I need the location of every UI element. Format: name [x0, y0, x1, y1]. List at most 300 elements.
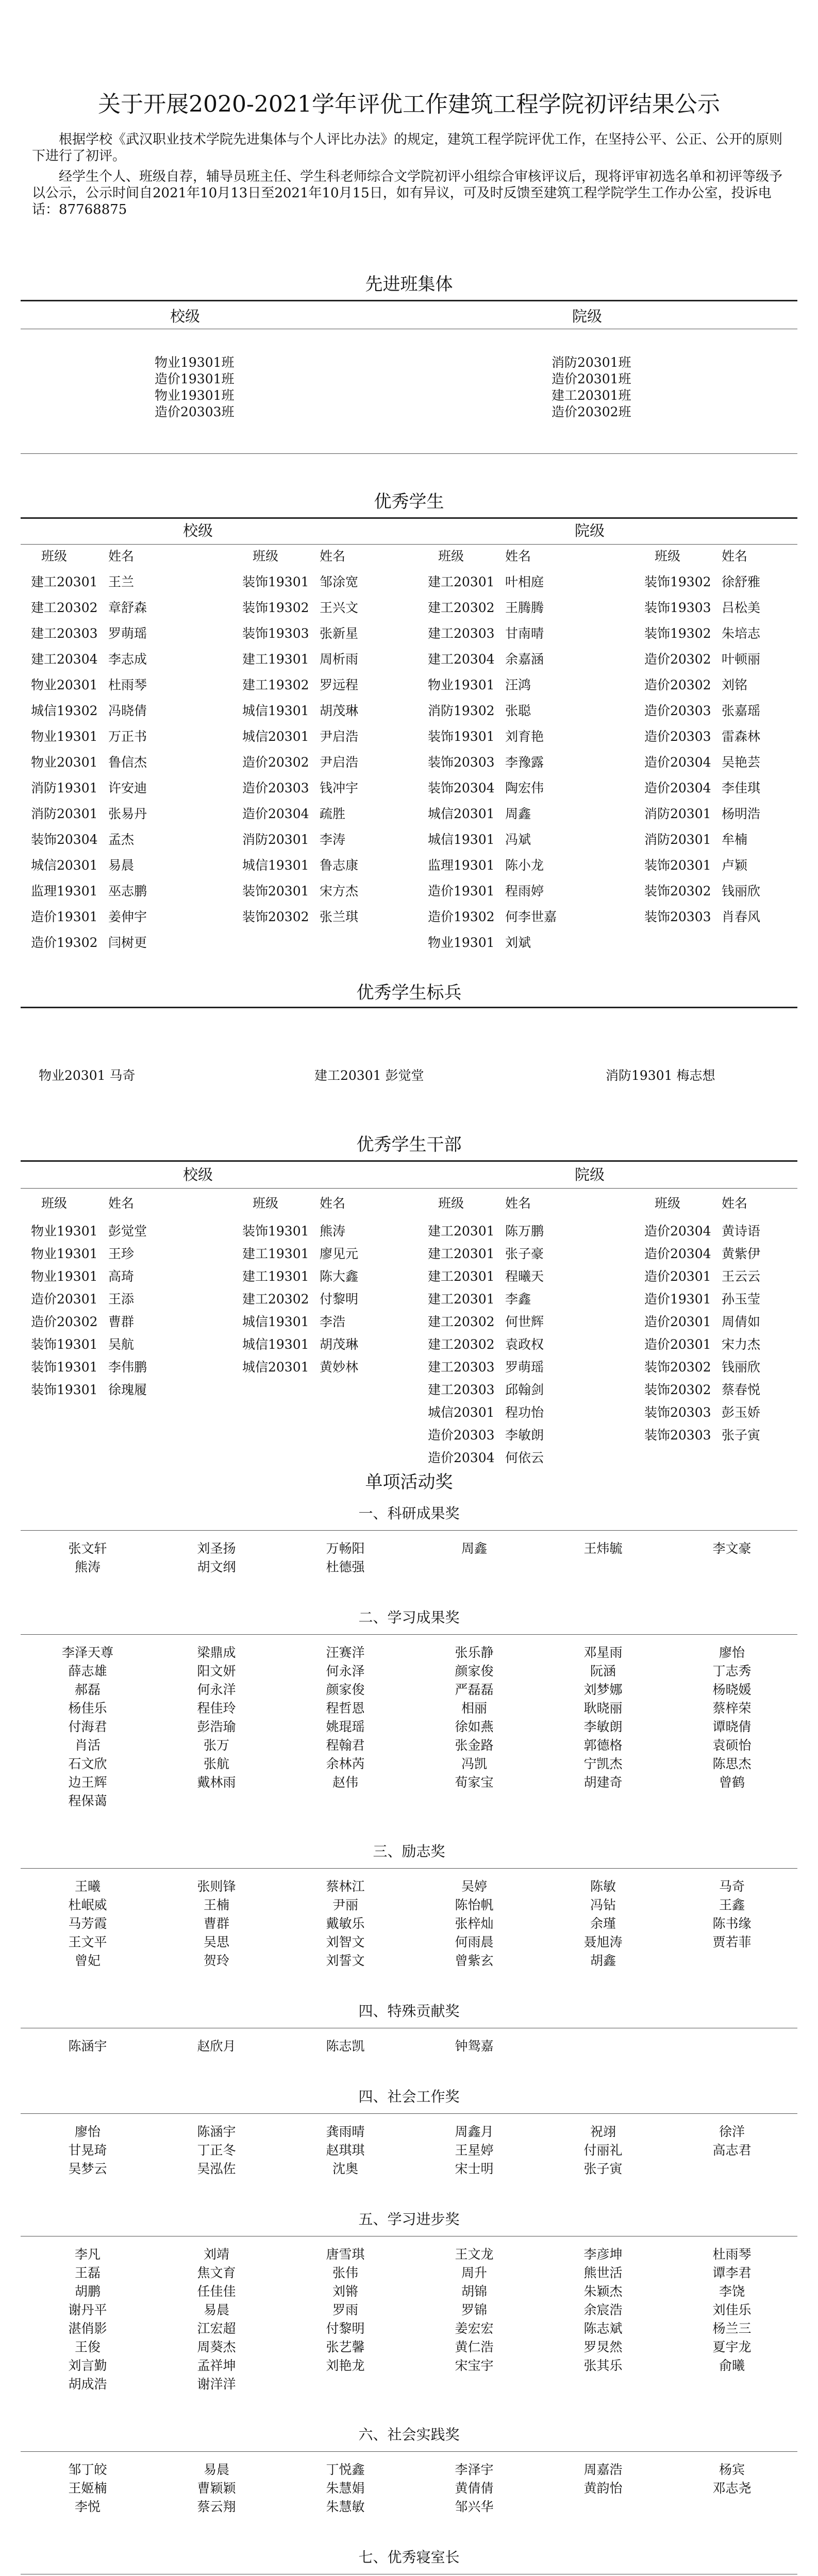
class-cell: 装饰20304	[31, 832, 98, 847]
award-section-title: 三、励志奖	[373, 1843, 445, 1860]
list-item: 消防20301班	[552, 355, 631, 370]
college-level-label: 院级	[575, 522, 605, 539]
intro-paragraph-1: 根据学校《武汉职业技术学院先进集体与个人评比办法》的规定，建筑工程学院评优工作，在坚持公平、公正、公开的原则下进行了初评。	[32, 132, 783, 164]
award-name	[667, 2161, 796, 2177]
name-cell: 王添	[108, 1292, 135, 1307]
class-cell: 建工20301	[428, 1292, 495, 1307]
name-cell: 程功怡	[505, 1405, 544, 1420]
class-cell: 建工20301	[428, 1224, 495, 1239]
award-name: 张梓灿	[455, 1916, 494, 1931]
divider	[21, 1007, 797, 1008]
award-name: 俞曦	[719, 2358, 745, 2373]
award-name: 赵欣月	[197, 2039, 236, 2054]
award-name: 朱颖杰	[583, 2284, 623, 2299]
class-cell: 建工20303	[428, 1382, 495, 1397]
award-name: 杨晓媛	[712, 1682, 752, 1697]
award-section-title: 四、社会工作奖	[358, 2088, 460, 2105]
award-name: 谢洋洋	[197, 2377, 236, 2392]
award-name: 付丽礼	[583, 2143, 623, 2158]
single-awards-heading: 单项活动奖	[365, 1472, 453, 1493]
class-cell: 建工20301	[428, 1246, 495, 1261]
name-cell: 余嘉涵	[505, 652, 544, 667]
class-cell: 造价20301	[644, 1314, 711, 1329]
divider	[21, 544, 797, 545]
class-cell: 建工20302	[428, 1337, 495, 1352]
award-name: 姜宏宏	[455, 2321, 494, 2336]
name-cell: 杜雨琴	[108, 677, 147, 692]
award-name: 李泽天尊	[61, 1645, 113, 1660]
name-cell: 雷森林	[722, 729, 761, 744]
name-cell: 程雨婷	[505, 884, 544, 899]
class-cell: 装饰19303	[644, 600, 711, 615]
class-cell: 建工20303	[428, 626, 495, 641]
name-cell: 姜伸宇	[108, 909, 147, 924]
cadres-heading: 优秀学生干部	[356, 1134, 462, 1155]
list-item: 造价20303班	[155, 404, 235, 419]
award-name: 颜家俊	[455, 1664, 494, 1679]
class-cell: 建工20303	[31, 626, 98, 641]
divider	[21, 1160, 797, 1162]
award-name: 张伟	[332, 2265, 358, 2280]
award-name: 黄韵怡	[583, 2481, 623, 2496]
class-cell: 造价19302	[31, 935, 98, 950]
divider	[21, 1868, 797, 1869]
award-name: 易晨	[203, 2302, 229, 2317]
award-name: 黄倩倩	[455, 2481, 494, 2496]
award-name: 王鑫	[719, 1897, 745, 1912]
class-cell: 造价20302	[644, 652, 711, 667]
class-cell: 装饰20301	[644, 858, 711, 873]
name-cell: 刘斌	[505, 935, 531, 950]
award-name: 陈涵宇	[197, 2124, 236, 2139]
award-name: 易晨	[203, 2462, 229, 2477]
name-cell: 李涛	[320, 832, 346, 847]
name-cell: 陈大鑫	[320, 1269, 359, 1284]
divider	[21, 1188, 797, 1189]
name-cell: 黄诗语	[722, 1224, 761, 1239]
award-name: 付海君	[68, 1719, 107, 1734]
award-name	[539, 2376, 667, 2393]
award-name: 丁悦鑫	[326, 2462, 365, 2477]
name-cell: 李豫露	[505, 755, 544, 770]
name-cell: 巫志鹏	[108, 884, 147, 899]
award-name: 宋士明	[455, 2161, 494, 2176]
class-cell: 消防19302	[428, 703, 495, 718]
award-name: 张艺馨	[326, 2340, 365, 2354]
award-name: 程翰君	[326, 1738, 365, 1753]
award-name: 彭浩瑜	[197, 1719, 236, 1734]
award-name: 黄仁浩	[455, 2340, 494, 2354]
name-cell: 钱冲宇	[320, 781, 359, 795]
name-cell: 罗远程	[320, 677, 359, 692]
award-name: 廖怡	[74, 2124, 101, 2139]
name-cell: 刘育艳	[505, 729, 544, 744]
divider	[21, 2113, 797, 2114]
award-name: 蔡林江	[326, 1879, 365, 1894]
class-cell: 装饰19301	[31, 1337, 98, 1352]
award-name: 陈涵宇	[68, 2039, 107, 2054]
award-name: 熊世活	[583, 2265, 623, 2280]
class-cell: 建工19301	[242, 1269, 309, 1284]
award-name: 甘晃琦	[68, 2143, 107, 2158]
class-cell: 装饰19301	[31, 1360, 98, 1375]
name-cell: 张新星	[320, 626, 359, 641]
award-name: 邹丁皎	[68, 2462, 107, 2477]
class-cell: 建工20304	[428, 652, 495, 667]
name-cell: 冯晓倩	[108, 703, 147, 718]
soldier-item: 物业20301 马奇	[39, 1068, 136, 1083]
name-cell: 张易丹	[108, 806, 147, 821]
name-cell: 张子豪	[505, 1246, 544, 1261]
award-name: 张乐静	[455, 1645, 494, 1660]
class-cell: 造价20304	[644, 1246, 711, 1261]
award-name-grid	[23, 1878, 796, 1969]
name-cell: 钱丽欣	[722, 884, 761, 899]
award-name: 李彦坤	[583, 2247, 623, 2262]
award-name: 周鑫	[461, 1541, 487, 1556]
award-name: 廖怡	[719, 1645, 745, 1660]
class-cell: 装饰20301	[242, 884, 309, 899]
award-name: 胡建奇	[583, 1775, 623, 1790]
name-cell: 孙玉莹	[722, 1292, 761, 1307]
class-cell: 消防20301	[644, 806, 711, 821]
award-name: 何永洋	[197, 1682, 236, 1697]
divider	[21, 2451, 797, 2452]
class-cell: 物业19301	[31, 1246, 98, 1261]
column-header-class: 班级	[655, 549, 681, 564]
award-name: 戴敏乐	[326, 1916, 365, 1931]
name-cell: 王云云	[722, 1269, 761, 1284]
advanced-class-college-list	[552, 354, 631, 420]
award-name: 张则锋	[197, 1879, 236, 1894]
award-name: 曹颖颖	[197, 2481, 236, 2496]
award-section-title: 六、社会实践奖	[358, 2426, 460, 2443]
award-name: 朱慧敏	[326, 2499, 365, 2514]
award-name	[667, 1559, 796, 1575]
award-name: 程哲恩	[326, 1701, 365, 1716]
name-cell: 陈小龙	[505, 858, 544, 873]
class-cell: 城信19301	[242, 703, 309, 718]
award-name: 邓星雨	[583, 1645, 623, 1660]
award-name: 王俊	[74, 2340, 101, 2354]
award-name: 胡锦	[461, 2284, 487, 2299]
award-name	[281, 1793, 410, 1809]
award-name: 胡成浩	[68, 2377, 107, 2392]
name-cell: 曹群	[108, 1314, 135, 1329]
class-cell: 装饰19303	[242, 626, 309, 641]
class-cell: 造价20304	[644, 755, 711, 770]
award-section-title: 五、学习进步奖	[358, 2211, 460, 2228]
award-name: 蔡梓荣	[712, 1701, 752, 1716]
name-cell: 牟楠	[722, 832, 748, 847]
award-name: 徐洋	[719, 2124, 745, 2139]
award-name: 谭晓倩	[712, 1719, 752, 1734]
award-name: 曾紫玄	[455, 1953, 494, 1968]
name-cell: 尹启浩	[320, 755, 359, 770]
award-name: 胡鹏	[74, 2284, 101, 2299]
award-name: 周鑫月	[455, 2124, 494, 2139]
name-cell: 何依云	[505, 1450, 544, 1465]
award-name: 王曦	[74, 1879, 101, 1894]
award-name: 陈敏	[590, 1879, 616, 1894]
award-name: 梁鼎成	[197, 1645, 236, 1660]
class-cell: 建工19301	[242, 652, 309, 667]
award-name: 戴林雨	[197, 1775, 236, 1790]
college-level-label: 院级	[575, 1166, 605, 1183]
name-cell: 李佳琪	[722, 781, 761, 795]
award-name: 严磊磊	[455, 1682, 494, 1697]
list-item: 物业19301班	[155, 388, 235, 403]
award-name	[410, 1793, 539, 1809]
class-cell: 城信20301	[428, 806, 495, 821]
name-cell: 徐瑰履	[108, 1382, 147, 1397]
class-cell: 消防20301	[31, 806, 98, 821]
award-name: 胡鑫	[590, 1953, 616, 1968]
award-name	[539, 2038, 667, 2055]
award-name-grid	[23, 1645, 796, 1809]
class-cell: 物业19301	[428, 677, 495, 692]
divider	[21, 1530, 797, 1531]
award-name: 钟鸳嘉	[455, 2039, 494, 2054]
name-cell: 尹启浩	[320, 729, 359, 744]
soldier-item: 建工20301 彭觉堂	[314, 1068, 424, 1083]
award-name: 高志君	[712, 2143, 752, 2158]
class-cell: 装饰20302	[242, 909, 309, 924]
award-name: 陈志凯	[326, 2039, 365, 2054]
award-name: 王星婷	[455, 2143, 494, 2158]
award-name: 刘靖	[203, 2247, 229, 2262]
column-header-class: 班级	[655, 1196, 681, 1211]
name-cell: 陈万鹏	[505, 1224, 544, 1239]
award-name: 罗炅然	[583, 2340, 623, 2354]
name-cell: 章舒森	[108, 600, 147, 615]
class-cell: 造价20302	[31, 1314, 98, 1329]
award-name: 曾鹤	[719, 1775, 745, 1790]
award-name: 陈思杰	[712, 1756, 752, 1771]
award-name: 湛俏影	[68, 2321, 107, 2336]
name-cell: 彭玉娇	[722, 1405, 761, 1420]
excellent-students-heading: 优秀学生	[374, 492, 444, 512]
name-cell: 徐舒雅	[722, 574, 761, 589]
class-cell: 建工20301	[428, 1269, 495, 1284]
class-cell: 建工19301	[242, 1246, 309, 1261]
award-name: 程佳玲	[197, 1701, 236, 1716]
award-name: 杨兰三	[712, 2321, 752, 2336]
name-cell: 宋力杰	[722, 1337, 761, 1352]
award-name: 薛志雄	[68, 1664, 107, 1679]
award-name	[410, 2376, 539, 2393]
award-name: 贾若菲	[712, 1935, 752, 1950]
award-name: 张万	[203, 1738, 229, 1753]
class-cell: 建工20302	[242, 1292, 309, 1307]
class-cell: 造价20303	[428, 1428, 495, 1443]
award-name: 蔡云翔	[197, 2499, 236, 2514]
class-cell: 装饰20303	[428, 755, 495, 770]
award-name: 杜雨琴	[712, 2247, 752, 2262]
name-cell: 熊涛	[320, 1224, 346, 1239]
award-name	[667, 1953, 796, 1969]
award-name-grid	[23, 1540, 796, 1575]
class-cell: 建工19302	[242, 677, 309, 692]
award-section-title: 七、优秀寝室长	[358, 2549, 460, 2566]
name-cell: 易晨	[108, 858, 135, 873]
award-name: 荀家宝	[455, 1775, 494, 1790]
class-cell: 城信20301	[428, 1405, 495, 1420]
class-cell: 建工20302	[428, 600, 495, 615]
class-cell: 消防19301	[31, 781, 98, 795]
award-name: 周升	[461, 2265, 487, 2280]
list-item: 造价20302班	[552, 404, 631, 419]
class-cell: 城信19301	[242, 858, 309, 873]
award-name: 朱慧娟	[326, 2481, 365, 2496]
award-name: 张航	[203, 1756, 229, 1771]
class-cell: 建工20301	[31, 574, 98, 589]
award-name: 江宏超	[197, 2321, 236, 2336]
award-name: 肖活	[74, 1738, 101, 1753]
award-name: 陈怡帆	[455, 1897, 494, 1912]
award-name: 杜岷威	[68, 1897, 107, 1912]
award-name: 尹丽	[332, 1897, 358, 1912]
name-cell: 程曦天	[505, 1269, 544, 1284]
name-cell: 叶顿丽	[722, 652, 761, 667]
award-name: 程保蔼	[68, 1793, 107, 1808]
name-cell: 孟杰	[108, 832, 135, 847]
class-cell: 造价20303	[644, 729, 711, 744]
name-cell: 鲁信杰	[108, 755, 147, 770]
award-name	[667, 2499, 796, 2515]
award-name: 罗锦	[461, 2302, 487, 2317]
list-item: 造价19301班	[155, 371, 235, 386]
award-name: 邹兴华	[455, 2499, 494, 2514]
award-name: 吴婷	[461, 1879, 487, 1894]
award-name: 张其乐	[583, 2358, 623, 2373]
award-name: 余瑾	[590, 1916, 616, 1931]
award-name	[539, 1793, 667, 1809]
award-name: 贺玲	[203, 1953, 229, 1968]
award-name: 李泽宇	[455, 2462, 494, 2477]
name-cell: 张聪	[505, 703, 531, 718]
name-cell: 疏胜	[320, 806, 346, 821]
divider	[21, 1634, 797, 1635]
list-item: 造价20301班	[552, 371, 631, 386]
award-name-grid	[23, 2038, 796, 2055]
class-cell: 装饰19302	[242, 600, 309, 615]
class-cell: 物业19301	[31, 1269, 98, 1284]
class-cell: 物业19301	[31, 729, 98, 744]
divider	[21, 300, 797, 301]
award-name: 胡文纲	[197, 1560, 236, 1574]
name-cell: 袁政权	[505, 1337, 544, 1352]
award-name: 冯凯	[461, 1756, 487, 1771]
name-cell: 吕松美	[722, 600, 761, 615]
award-name: 何永泽	[326, 1664, 365, 1679]
award-name: 陈书缘	[712, 1916, 752, 1931]
name-cell: 肖春风	[722, 909, 761, 924]
name-cell: 卢颖	[722, 858, 748, 873]
class-cell: 装饰19302	[644, 574, 711, 589]
name-cell: 王兰	[108, 574, 135, 589]
award-name: 张文轩	[68, 1541, 107, 1556]
award-name: 颜家俊	[326, 1682, 365, 1697]
name-cell: 王兴文	[320, 600, 359, 615]
class-cell: 造价19301	[644, 1292, 711, 1307]
award-section-title: 二、学习成果奖	[358, 1609, 460, 1626]
class-cell: 造价19302	[428, 909, 495, 924]
award-name: 陈志斌	[583, 2321, 623, 2336]
award-name: 刘锵	[332, 2284, 358, 2299]
award-name: 杨佳乐	[68, 1701, 107, 1716]
name-cell: 胡茂琳	[320, 1337, 359, 1352]
column-header-name: 姓名	[722, 1196, 748, 1211]
name-cell: 张兰琪	[320, 909, 359, 924]
award-name: 赵琪琪	[326, 2143, 365, 2158]
name-cell: 鲁志康	[320, 858, 359, 873]
class-cell: 装饰20302	[644, 884, 711, 899]
class-cell: 城信19301	[242, 1314, 309, 1329]
award-name-grid	[23, 2246, 796, 2393]
name-cell: 彭觉堂	[108, 1224, 147, 1239]
name-cell: 吴航	[108, 1337, 135, 1352]
name-cell: 胡茂琳	[320, 703, 359, 718]
award-name: 丁正冬	[197, 2143, 236, 2158]
advanced-class-school-list	[155, 354, 235, 420]
award-name: 任佳佳	[197, 2284, 236, 2299]
column-header-name: 姓名	[108, 1196, 135, 1211]
name-cell: 刘铭	[722, 677, 748, 692]
class-cell: 装饰20302	[644, 1360, 711, 1375]
award-name: 边王辉	[68, 1775, 107, 1790]
award-name	[539, 1559, 667, 1575]
award-name: 李凡	[74, 2247, 101, 2262]
name-cell: 甘南晴	[505, 626, 544, 641]
award-name: 何雨晨	[455, 1935, 494, 1950]
award-name: 马奇	[719, 1879, 745, 1894]
page-title: 关于开展2020-2021学年评优工作建筑工程学院初评结果公示	[98, 91, 720, 117]
name-cell: 钱丽欣	[722, 1360, 761, 1375]
soldiers-heading: 优秀学生标兵	[356, 982, 462, 1003]
name-cell: 付黎明	[320, 1292, 359, 1307]
award-name: 刘梦娜	[583, 1682, 623, 1697]
award-name: 阮涵	[590, 1664, 616, 1679]
class-cell: 造价20304	[242, 806, 309, 821]
class-cell: 装饰20304	[428, 781, 495, 795]
award-name: 宋宝宇	[455, 2358, 494, 2373]
award-name: 宁凯杰	[583, 1756, 623, 1771]
column-header-name: 姓名	[320, 549, 346, 564]
school-level-label: 校级	[183, 1166, 213, 1183]
name-cell: 何李世嘉	[505, 909, 557, 924]
column-header-name: 姓名	[505, 1196, 531, 1211]
award-name	[152, 1793, 281, 1809]
award-name: 刘佳乐	[712, 2302, 752, 2317]
list-item: 建工20301班	[552, 388, 631, 403]
award-name: 刘艳龙	[326, 2358, 365, 2373]
award-name: 吴泓佐	[197, 2161, 236, 2176]
award-name: 周葵杰	[197, 2340, 236, 2354]
column-header-name: 姓名	[722, 549, 748, 564]
name-cell: 王珍	[108, 1246, 135, 1261]
intro-paragraph-2: 经学生个人、班级自荐，辅导员班主任、学生科老师综合文学院初评小组综合审核评议后，现将评审初选名单和初评等级予以公示，公示时间自2021年10月13日至2021年10月15日，如有异议，可及时反馈至建筑工程学院学生工作办公室，投诉电话：87768875	[32, 169, 783, 217]
name-cell: 许安迪	[108, 781, 147, 795]
award-name: 王文龙	[455, 2247, 494, 2262]
name-cell: 罗萌瑶	[505, 1360, 544, 1375]
award-name: 王炜毓	[583, 1541, 623, 1556]
award-name: 罗雨	[332, 2302, 358, 2317]
class-cell: 造价19301	[428, 884, 495, 899]
award-name	[281, 2376, 410, 2393]
class-cell: 监理19301	[31, 884, 98, 899]
class-cell: 装饰19301	[242, 574, 309, 589]
